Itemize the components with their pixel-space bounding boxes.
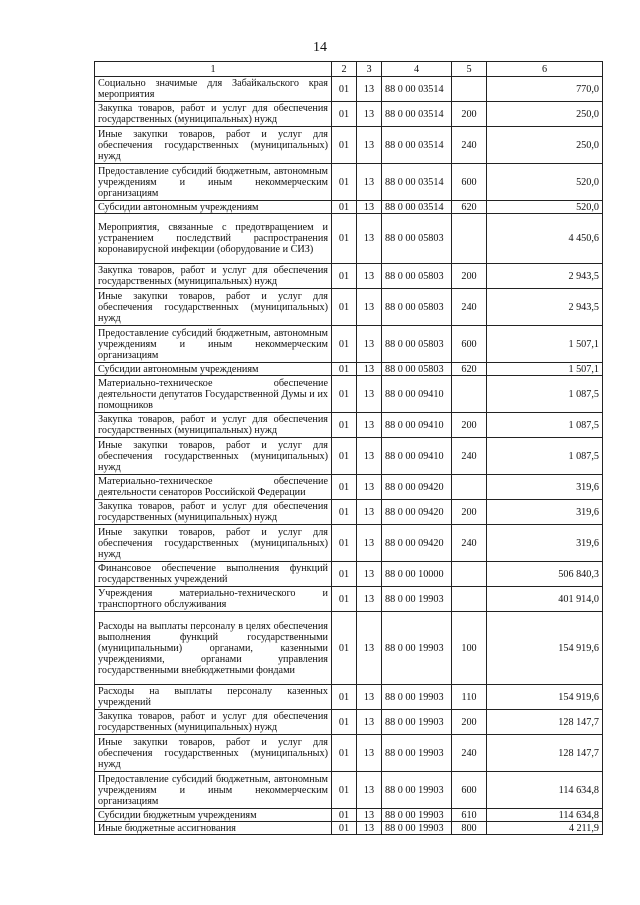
row-section: 01 [332, 475, 357, 500]
row-target-code: 88 0 00 19903 [382, 809, 452, 822]
table-row [95, 809, 603, 822]
row-amount: 114 634,8 [487, 809, 603, 822]
row-subsection: 13 [357, 376, 382, 413]
row-section: 01 [332, 587, 357, 612]
row-subsection: 13 [357, 735, 382, 772]
row-section: 01 [332, 612, 357, 685]
row-amount: 4 211,9 [487, 822, 603, 835]
header-col-6: 6 [487, 62, 603, 77]
row-subsection: 13 [357, 102, 382, 127]
row-name: Социально значимые для Забайкальского края мероприятия [95, 77, 332, 102]
table-row [95, 164, 603, 201]
row-target-code: 88 0 00 19903 [382, 612, 452, 685]
table-row [95, 822, 603, 835]
row-subsection: 13 [357, 214, 382, 264]
row-section: 01 [332, 289, 357, 326]
row-name: Субсидии бюджетным учреждениям [95, 809, 332, 822]
table-row [95, 326, 603, 363]
table-row [95, 735, 603, 772]
row-name: Иные закупки товаров, работ и услуг для обеспечения государственных (муниципальных) нужд [95, 438, 332, 475]
table-row [95, 201, 603, 214]
row-subsection: 13 [357, 822, 382, 835]
table-row [95, 363, 603, 376]
row-amount: 1 507,1 [487, 326, 603, 363]
row-expense-type: 110 [452, 685, 487, 710]
row-amount: 250,0 [487, 102, 603, 127]
header-col-5: 5 [452, 62, 487, 77]
row-expense-type: 600 [452, 164, 487, 201]
row-target-code: 88 0 00 09410 [382, 376, 452, 413]
row-amount: 154 919,6 [487, 685, 603, 710]
row-amount: 250,0 [487, 127, 603, 164]
row-amount: 1 087,5 [487, 438, 603, 475]
table-row [95, 525, 603, 562]
row-amount: 1 507,1 [487, 363, 603, 376]
row-target-code: 88 0 00 10000 [382, 562, 452, 587]
header-col-4: 4 [382, 62, 452, 77]
row-section: 01 [332, 685, 357, 710]
row-target-code: 88 0 00 05803 [382, 264, 452, 289]
row-section: 01 [332, 809, 357, 822]
row-section: 01 [332, 822, 357, 835]
row-name: Иные закупки товаров, работ и услуг для обеспечения государственных (муниципальных) нужд [95, 127, 332, 164]
row-section: 01 [332, 376, 357, 413]
row-subsection: 13 [357, 164, 382, 201]
row-amount: 1 087,5 [487, 413, 603, 438]
row-name: Расходы на выплаты персоналу в целях обеспечения выполнения функций государственными (муниципальными) органами, казенными учреждениями, органами управления государственными внебюджетными фондами [95, 612, 332, 685]
row-expense-type: 240 [452, 127, 487, 164]
row-subsection: 13 [357, 289, 382, 326]
row-target-code: 88 0 00 03514 [382, 127, 452, 164]
row-target-code: 88 0 00 05803 [382, 289, 452, 326]
page-number: 14 [313, 40, 327, 55]
table-row [95, 562, 603, 587]
row-name: Закупка товаров, работ и услуг для обеспечения государственных (муниципальных) нужд [95, 264, 332, 289]
row-name: Иные бюджетные ассигнования [95, 822, 332, 835]
row-target-code: 88 0 00 19903 [382, 587, 452, 612]
row-section: 01 [332, 164, 357, 201]
row-target-code: 88 0 00 09410 [382, 413, 452, 438]
row-subsection: 13 [357, 413, 382, 438]
row-expense-type: 100 [452, 612, 487, 685]
row-expense-type [452, 376, 487, 413]
row-target-code: 88 0 00 03514 [382, 201, 452, 214]
row-expense-type [452, 475, 487, 500]
row-name: Расходы на выплаты персоналу казенных учреждений [95, 685, 332, 710]
table-row [95, 612, 603, 685]
row-name: Предоставление субсидий бюджетным, автономным учреждениям и иным некоммерческим организациям [95, 326, 332, 363]
row-subsection: 13 [357, 809, 382, 822]
row-target-code: 88 0 00 19903 [382, 772, 452, 809]
row-amount: 770,0 [487, 77, 603, 102]
row-name: Иные закупки товаров, работ и услуг для обеспечения государственных (муниципальных) нужд [95, 735, 332, 772]
table-row [95, 264, 603, 289]
row-amount: 2 943,5 [487, 289, 603, 326]
row-subsection: 13 [357, 363, 382, 376]
row-subsection: 13 [357, 438, 382, 475]
row-name: Закупка товаров, работ и услуг для обеспечения государственных (муниципальных) нужд [95, 102, 332, 127]
row-expense-type: 200 [452, 264, 487, 289]
row-subsection: 13 [357, 525, 382, 562]
header-col-3: 3 [357, 62, 382, 77]
table-row [95, 289, 603, 326]
row-name: Материально-техническое обеспечение деятельности депутатов Государственной Думы и их помощников [95, 376, 332, 413]
row-subsection: 13 [357, 500, 382, 525]
row-section: 01 [332, 264, 357, 289]
row-section: 01 [332, 525, 357, 562]
row-expense-type [452, 77, 487, 102]
row-target-code: 88 0 00 05803 [382, 326, 452, 363]
row-expense-type: 600 [452, 326, 487, 363]
row-amount: 401 914,0 [487, 587, 603, 612]
header-col-2: 2 [332, 62, 357, 77]
row-amount: 114 634,8 [487, 772, 603, 809]
row-expense-type [452, 562, 487, 587]
table-header-row [95, 62, 603, 77]
row-target-code: 88 0 00 09410 [382, 438, 452, 475]
row-amount: 4 450,6 [487, 214, 603, 264]
row-amount: 520,0 [487, 201, 603, 214]
table-row [95, 475, 603, 500]
row-subsection: 13 [357, 612, 382, 685]
row-target-code: 88 0 00 09420 [382, 475, 452, 500]
row-section: 01 [332, 710, 357, 735]
row-amount: 128 147,7 [487, 710, 603, 735]
table-row [95, 376, 603, 413]
row-section: 01 [332, 363, 357, 376]
table-row [95, 214, 603, 264]
row-expense-type: 200 [452, 710, 487, 735]
row-target-code: 88 0 00 19903 [382, 685, 452, 710]
row-name: Мероприятия, связанные с предотвращением и устранением последствий распространения коронавирусной инфекции (оборудование и СИЗ) [95, 214, 332, 264]
row-expense-type: 240 [452, 525, 487, 562]
row-subsection: 13 [357, 710, 382, 735]
row-name: Субсидии автономным учреждениям [95, 363, 332, 376]
row-name: Финансовое обеспечение выполнения функций государственных учреждений [95, 562, 332, 587]
row-target-code: 88 0 00 05803 [382, 363, 452, 376]
row-target-code: 88 0 00 19903 [382, 822, 452, 835]
row-target-code: 88 0 00 09420 [382, 500, 452, 525]
row-name: Предоставление субсидий бюджетным, автономным учреждениям и иным некоммерческим организациям [95, 164, 332, 201]
table-row [95, 438, 603, 475]
row-target-code: 88 0 00 19903 [382, 710, 452, 735]
row-name: Иные закупки товаров, работ и услуг для обеспечения государственных (муниципальных) нужд [95, 289, 332, 326]
row-section: 01 [332, 127, 357, 164]
row-expense-type: 620 [452, 201, 487, 214]
row-name: Иные закупки товаров, работ и услуг для обеспечения государственных (муниципальных) нужд [95, 525, 332, 562]
row-amount: 319,6 [487, 500, 603, 525]
table-row [95, 77, 603, 102]
row-name: Закупка товаров, работ и услуг для обеспечения государственных (муниципальных) нужд [95, 500, 332, 525]
table-row [95, 500, 603, 525]
budget-table [94, 61, 603, 835]
row-amount: 506 840,3 [487, 562, 603, 587]
row-section: 01 [332, 413, 357, 438]
row-expense-type: 200 [452, 500, 487, 525]
row-expense-type: 610 [452, 809, 487, 822]
row-expense-type: 800 [452, 822, 487, 835]
row-target-code: 88 0 00 19903 [382, 735, 452, 772]
row-subsection: 13 [357, 587, 382, 612]
table-row [95, 413, 603, 438]
table-row [95, 685, 603, 710]
row-section: 01 [332, 326, 357, 363]
table-row [95, 587, 603, 612]
row-amount: 319,6 [487, 475, 603, 500]
row-section: 01 [332, 772, 357, 809]
row-expense-type: 240 [452, 289, 487, 326]
row-name: Закупка товаров, работ и услуг для обеспечения государственных (муниципальных) нужд [95, 710, 332, 735]
row-amount: 319,6 [487, 525, 603, 562]
row-section: 01 [332, 201, 357, 214]
table-row [95, 102, 603, 127]
row-section: 01 [332, 102, 357, 127]
row-subsection: 13 [357, 326, 382, 363]
table-row [95, 772, 603, 809]
row-amount: 154 919,6 [487, 612, 603, 685]
row-target-code: 88 0 00 03514 [382, 164, 452, 201]
row-expense-type: 200 [452, 102, 487, 127]
row-subsection: 13 [357, 264, 382, 289]
row-section: 01 [332, 214, 357, 264]
row-subsection: 13 [357, 127, 382, 164]
row-amount: 128 147,7 [487, 735, 603, 772]
row-name: Субсидии автономным учреждениям [95, 201, 332, 214]
table-row [95, 127, 603, 164]
row-amount: 2 943,5 [487, 264, 603, 289]
row-expense-type: 200 [452, 413, 487, 438]
row-name: Учреждения материально-технического и транспортного обслуживания [95, 587, 332, 612]
row-target-code: 88 0 00 09420 [382, 525, 452, 562]
row-expense-type [452, 214, 487, 264]
row-expense-type: 600 [452, 772, 487, 809]
row-expense-type [452, 587, 487, 612]
row-expense-type: 620 [452, 363, 487, 376]
row-section: 01 [332, 500, 357, 525]
row-subsection: 13 [357, 475, 382, 500]
row-name: Предоставление субсидий бюджетным, автономным учреждениям и иным некоммерческим организациям [95, 772, 332, 809]
row-subsection: 13 [357, 77, 382, 102]
row-target-code: 88 0 00 03514 [382, 77, 452, 102]
row-subsection: 13 [357, 685, 382, 710]
row-amount: 1 087,5 [487, 376, 603, 413]
row-section: 01 [332, 77, 357, 102]
table-row [95, 710, 603, 735]
row-section: 01 [332, 562, 357, 587]
row-subsection: 13 [357, 562, 382, 587]
row-name: Закупка товаров, работ и услуг для обеспечения государственных (муниципальных) нужд [95, 413, 332, 438]
row-name: Материально-техническое обеспечение деятельности сенаторов Российской Федерации [95, 475, 332, 500]
row-target-code: 88 0 00 03514 [382, 102, 452, 127]
row-target-code: 88 0 00 05803 [382, 214, 452, 264]
row-subsection: 13 [357, 201, 382, 214]
row-section: 01 [332, 735, 357, 772]
row-subsection: 13 [357, 772, 382, 809]
row-amount: 520,0 [487, 164, 603, 201]
row-expense-type: 240 [452, 438, 487, 475]
row-section: 01 [332, 438, 357, 475]
header-col-1: 1 [95, 62, 332, 77]
row-expense-type: 240 [452, 735, 487, 772]
